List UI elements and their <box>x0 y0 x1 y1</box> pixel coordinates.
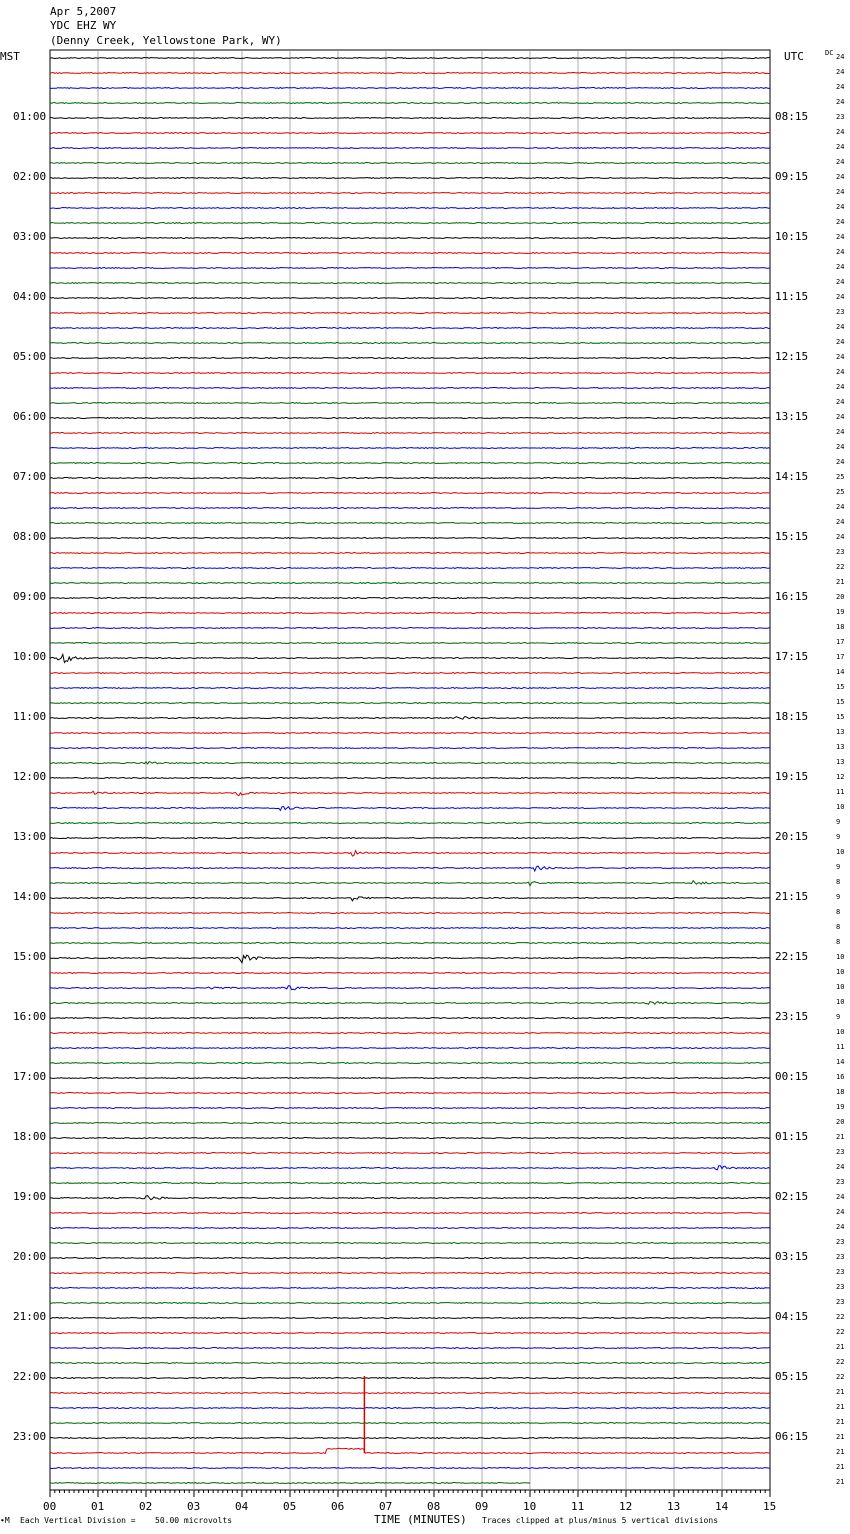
dc-offset-label: 24 <box>836 398 845 406</box>
dc-offset-label: 24 <box>836 53 845 61</box>
dc-offset-label: 10 <box>836 848 845 856</box>
dc-offset-label: 24 <box>836 503 845 511</box>
left-hour-label: 05:00 <box>13 350 47 363</box>
dc-offset-label: 24 <box>836 533 845 541</box>
trace-row <box>50 73 770 74</box>
right-hour-label: 20:15 <box>775 830 809 843</box>
trace-row <box>50 1123 770 1124</box>
trace-row <box>50 807 770 811</box>
x-tick-label: 10 <box>523 1500 537 1513</box>
dc-offset-label: 9 <box>836 833 841 841</box>
dc-offset-label: 21 <box>836 1433 845 1441</box>
left-hour-label: 08:00 <box>13 530 47 543</box>
right-hour-label: 18:15 <box>775 710 809 723</box>
dc-offset-label: 15 <box>836 683 845 691</box>
dc-offset-label: 24 <box>836 428 845 436</box>
dc-offset-label: 8 <box>836 878 841 886</box>
trace-row <box>50 313 770 314</box>
trace-row <box>50 478 770 479</box>
x-tick-label: 02 <box>139 1500 153 1513</box>
trace-row <box>50 193 770 194</box>
dc-offset-label: 22 <box>836 1373 845 1381</box>
trace-row <box>50 448 770 449</box>
scale-value: 50.00 microvolts <box>155 1516 233 1525</box>
dc-offset-label: 19 <box>836 608 845 616</box>
left-hour-label: 03:00 <box>13 230 47 243</box>
dc-offset-label: 24 <box>836 248 845 256</box>
dc-offset-label: 22 <box>836 563 845 571</box>
trace-row <box>50 881 770 886</box>
dc-offset-label: 12 <box>836 773 845 781</box>
x-tick-label: 12 <box>619 1500 633 1513</box>
trace-row <box>50 1393 770 1394</box>
trace-row <box>50 1288 770 1289</box>
trace-row <box>50 1303 770 1304</box>
left-hour-label: 14:00 <box>13 890 47 903</box>
trace-row <box>50 986 770 990</box>
trace-row <box>50 388 770 389</box>
dc-offset-label: 22 <box>836 1313 845 1321</box>
trace-row <box>50 1213 770 1214</box>
x-tick-label: 01 <box>91 1500 105 1513</box>
right-hour-label: 16:15 <box>775 590 809 603</box>
trace-row <box>50 88 770 89</box>
trace-row <box>50 1318 770 1319</box>
right-hour-label: 14:15 <box>775 470 809 483</box>
trace-row <box>50 178 770 179</box>
trace-row <box>50 1108 770 1109</box>
dc-offset-label: 17 <box>836 638 845 646</box>
dc-offset-label: 23 <box>836 1178 845 1186</box>
right-hour-label: 03:15 <box>775 1250 809 1263</box>
x-tick-label: 13 <box>667 1500 681 1513</box>
station-code: YDC EHZ WY <box>50 19 117 32</box>
dc-offset-label: 14 <box>836 668 845 676</box>
dc-offset-label: 25 <box>836 488 845 496</box>
right-hour-label: 13:15 <box>775 410 809 423</box>
dc-offset-label: 11 <box>836 788 845 796</box>
right-hour-label: 23:15 <box>775 1010 809 1023</box>
right-hour-label: 10:15 <box>775 230 809 243</box>
left-hour-label: 20:00 <box>13 1250 47 1263</box>
right-hour-label: 21:15 <box>775 890 809 903</box>
dc-offset-label: 21 <box>836 1403 845 1411</box>
trace-row <box>50 133 770 134</box>
dc-offset-label: 24 <box>836 143 845 151</box>
dc-offset-label: 24 <box>836 158 845 166</box>
dc-offset-label: 17 <box>836 653 845 661</box>
right-hour-label: 02:15 <box>775 1190 809 1203</box>
right-hour-label: 01:15 <box>775 1130 809 1143</box>
dc-offset-label: 18 <box>836 1088 845 1096</box>
left-hour-label: 10:00 <box>13 650 47 663</box>
dc-offset-label: 8 <box>836 908 841 916</box>
trace-row <box>50 223 770 224</box>
dc-offset-label: 9 <box>836 818 841 826</box>
trace-row <box>50 298 770 299</box>
dc-offset-label: 24 <box>836 173 845 181</box>
trace-row <box>50 1333 770 1334</box>
trace-row <box>50 733 770 734</box>
dc-offset-label: 24 <box>836 68 845 76</box>
trace-row <box>50 583 770 584</box>
dc-offset-label: 23 <box>836 113 845 121</box>
trace-row <box>50 1378 770 1379</box>
dc-offset-label: 23 <box>836 1283 845 1291</box>
dc-offset-label: 23 <box>836 308 845 316</box>
dc-offset-label: 21 <box>836 1478 845 1486</box>
trace-row <box>50 118 770 119</box>
trace-row <box>50 913 770 914</box>
trace-row <box>50 1166 770 1170</box>
dc-offset-label: 16 <box>836 1073 845 1081</box>
left-hour-label: 11:00 <box>13 710 47 723</box>
dc-offset-label: 24 <box>836 278 845 286</box>
trace-row <box>50 1273 770 1274</box>
dc-offset-label: 24 <box>836 1223 845 1231</box>
trace-row <box>50 897 770 901</box>
dc-offset-label: 9 <box>836 863 841 871</box>
trace-row <box>50 748 770 749</box>
trace-row <box>50 463 770 464</box>
trace-row <box>50 1018 770 1019</box>
dc-offset-label: 24 <box>836 233 845 241</box>
right-hour-label: 04:15 <box>775 1310 809 1323</box>
right-hour-label: 19:15 <box>775 770 809 783</box>
trace-row <box>50 654 770 662</box>
trace-row <box>50 238 770 239</box>
dc-offset-label: 9 <box>836 1013 841 1021</box>
trace-row <box>50 1138 770 1139</box>
trace-row <box>50 851 770 857</box>
trace-row <box>50 433 770 434</box>
dc-offset-label: 24 <box>836 458 845 466</box>
right-hour-label: 15:15 <box>775 530 809 543</box>
trace-row <box>50 1033 770 1034</box>
trace-row <box>50 973 770 974</box>
dc-offset-label: 24 <box>836 518 845 526</box>
trace-row <box>50 1153 770 1154</box>
x-tick-label: 09 <box>475 1500 489 1513</box>
right-hour-label: 08:15 <box>775 110 809 123</box>
left-hour-label: 15:00 <box>13 950 47 963</box>
dc-offset-label: 24 <box>836 1163 845 1171</box>
trace-row <box>50 703 770 704</box>
left-hour-label: 18:00 <box>13 1130 47 1143</box>
dc-offset-header: DC <box>825 49 834 57</box>
right-hour-label: 06:15 <box>775 1430 809 1443</box>
dc-offset-label: 15 <box>836 698 845 706</box>
dc-offset-label: 24 <box>836 188 845 196</box>
dc-offset-label: 23 <box>836 1298 845 1306</box>
scale-prefix: Each Vertical Division = <box>20 1516 136 1525</box>
left-hour-label: 04:00 <box>13 290 47 303</box>
left-hour-label: 01:00 <box>13 110 47 123</box>
dc-offset-label: 23 <box>836 1148 845 1156</box>
trace-row <box>50 508 770 509</box>
trace-row <box>50 791 770 796</box>
trace-row <box>50 778 770 779</box>
left-hour-label: 19:00 <box>13 1190 47 1203</box>
left-hour-label: 17:00 <box>13 1070 47 1083</box>
dc-offset-label: 10 <box>836 983 845 991</box>
trace-row <box>50 1002 770 1005</box>
dc-offset-label: 23 <box>836 1268 845 1276</box>
clip-note: Traces clipped at plus/minus 5 vertical divisions <box>482 1516 719 1525</box>
trace-row <box>50 1408 770 1409</box>
trace-row <box>50 373 770 374</box>
trace-row <box>50 523 770 524</box>
trace-row <box>50 673 770 674</box>
dc-offset-label: 22 <box>836 1328 845 1336</box>
dc-offset-label: 18 <box>836 623 845 631</box>
dc-offset-label: 10 <box>836 968 845 976</box>
x-axis-title: TIME (MINUTES) <box>374 1513 467 1526</box>
x-tick-label: 11 <box>571 1500 585 1513</box>
dc-offset-label: 24 <box>836 353 845 361</box>
dc-offset-label: 24 <box>836 83 845 91</box>
trace-row <box>50 403 770 404</box>
dc-offset-label: 23 <box>836 1238 845 1246</box>
dc-offset-label: 20 <box>836 593 845 601</box>
dc-offset-label: 24 <box>836 98 845 106</box>
dc-offset-label: 21 <box>836 1343 845 1351</box>
dc-offset-label: 10 <box>836 998 845 1006</box>
dc-offset-label: 15 <box>836 713 845 721</box>
dc-offset-label: 23 <box>836 548 845 556</box>
left-hour-label: 07:00 <box>13 470 47 483</box>
trace-row <box>50 1243 770 1244</box>
trace-row <box>50 148 770 149</box>
x-tick-label: 06 <box>331 1500 345 1513</box>
left-hour-label: 06:00 <box>13 410 47 423</box>
dc-offset-label: 13 <box>836 758 845 766</box>
x-tick-label: 05 <box>283 1500 297 1513</box>
trace-row <box>50 943 770 944</box>
dc-offset-label: 11 <box>836 1043 845 1051</box>
trace-row <box>50 866 770 871</box>
trace-row <box>50 163 770 164</box>
trace-row <box>50 1093 770 1094</box>
trace-row <box>50 103 770 104</box>
trace-row <box>50 688 770 689</box>
trace-row <box>50 1048 770 1049</box>
station-name: (Denny Creek, Yellowstone Park, WY) <box>50 34 282 47</box>
trace-row <box>50 208 770 209</box>
trace-row <box>50 762 770 765</box>
trace-row <box>50 717 770 720</box>
dc-offset-label: 25 <box>836 473 845 481</box>
trace-row <box>50 1348 770 1349</box>
trace-row <box>50 358 770 359</box>
trace-row <box>50 253 770 254</box>
dc-offset-label: 24 <box>836 368 845 376</box>
dc-offset-label: 21 <box>836 1133 845 1141</box>
trace-row <box>50 955 770 963</box>
dc-offset-label: 21 <box>836 1448 845 1456</box>
plot-date: Apr 5,2007 <box>50 5 117 18</box>
trace-row <box>50 1423 770 1424</box>
dc-offset-label: 9 <box>836 893 841 901</box>
dc-offset-label: 24 <box>836 128 845 136</box>
trace-row <box>50 1228 770 1229</box>
dc-offset-label: 10 <box>836 1028 845 1036</box>
trace-row <box>50 268 770 269</box>
dc-offset-label: 10 <box>836 953 845 961</box>
trace-row <box>50 823 770 824</box>
left-hour-label: 13:00 <box>13 830 47 843</box>
right-hour-label: 11:15 <box>775 290 809 303</box>
trace-row <box>50 418 770 419</box>
right-hour-label: 09:15 <box>775 170 809 183</box>
trace-row <box>50 1063 770 1064</box>
trace-row <box>50 1468 770 1469</box>
right-hour-label: 17:15 <box>775 650 809 663</box>
dc-offset-label: 24 <box>836 218 845 226</box>
plot-frame <box>50 50 770 1490</box>
dc-offset-label: 24 <box>836 203 845 211</box>
x-tick-label: 07 <box>379 1500 393 1513</box>
trace-row <box>50 538 770 539</box>
x-tick-label: 03 <box>187 1500 201 1513</box>
x-tick-label: 04 <box>235 1500 249 1513</box>
trace-row <box>50 1183 770 1184</box>
x-tick-label: 14 <box>715 1500 729 1513</box>
trace-row <box>50 643 770 644</box>
left-hour-label: 12:00 <box>13 770 47 783</box>
right-hour-label: 00:15 <box>775 1070 809 1083</box>
dc-offset-label: 21 <box>836 578 845 586</box>
dc-offset-label: 19 <box>836 1103 845 1111</box>
trace-row <box>50 628 770 629</box>
trace-row <box>50 1078 770 1079</box>
trace-row <box>50 328 770 329</box>
dc-offset-label: 22 <box>836 1358 845 1366</box>
trace-row <box>50 568 770 569</box>
dc-offset-label: 24 <box>836 323 845 331</box>
trace-row <box>50 838 770 839</box>
right-hour-label: 12:15 <box>775 350 809 363</box>
dc-offset-label: 24 <box>836 443 845 451</box>
left-hour-label: 23:00 <box>13 1430 47 1443</box>
dc-offset-label: 8 <box>836 923 841 931</box>
trace-row <box>50 493 770 494</box>
dc-offset-label: 24 <box>836 1193 845 1201</box>
left-hour-label: 16:00 <box>13 1010 47 1023</box>
left-hour-label: 02:00 <box>13 170 47 183</box>
dc-offset-label: 24 <box>836 383 845 391</box>
dc-offset-label: 10 <box>836 803 845 811</box>
trace-row <box>50 283 770 284</box>
dc-offset-label: 21 <box>836 1388 845 1396</box>
dc-offset-label: 24 <box>836 263 845 271</box>
trace-row <box>50 1196 770 1200</box>
trace-row <box>50 1438 770 1439</box>
right-timezone-label: UTC <box>784 50 804 63</box>
trace-row <box>50 1448 770 1453</box>
x-tick-label: 00 <box>43 1500 57 1513</box>
trace-row <box>50 553 770 554</box>
dc-offset-label: 24 <box>836 293 845 301</box>
x-tick-label: 15 <box>763 1500 777 1513</box>
dc-offset-label: 24 <box>836 338 845 346</box>
dc-offset-label: 20 <box>836 1118 845 1126</box>
dc-offset-label: 24 <box>836 413 845 421</box>
trace-row <box>50 343 770 344</box>
dc-offset-label: 13 <box>836 728 845 736</box>
trace-row <box>50 1363 770 1364</box>
corner-mark: ∙M <box>0 1516 10 1525</box>
dc-offset-label: 14 <box>836 1058 845 1066</box>
left-timezone-label: MST <box>0 50 20 63</box>
right-hour-label: 22:15 <box>775 950 809 963</box>
trace-row <box>50 928 770 929</box>
dc-offset-label: 8 <box>836 938 841 946</box>
x-tick-label: 08 <box>427 1500 441 1513</box>
right-hour-label: 05:15 <box>775 1370 809 1383</box>
trace-row <box>50 1258 770 1259</box>
dc-offset-label: 24 <box>836 1208 845 1216</box>
dc-offset-label: 13 <box>836 743 845 751</box>
dc-offset-label: 21 <box>836 1418 845 1426</box>
left-hour-label: 22:00 <box>13 1370 47 1383</box>
trace-row <box>50 58 770 59</box>
left-hour-label: 09:00 <box>13 590 47 603</box>
trace-row <box>50 613 770 614</box>
dc-offset-label: 21 <box>836 1463 845 1471</box>
left-hour-label: 21:00 <box>13 1310 47 1323</box>
dc-offset-label: 23 <box>836 1253 845 1261</box>
trace-row <box>50 598 770 599</box>
